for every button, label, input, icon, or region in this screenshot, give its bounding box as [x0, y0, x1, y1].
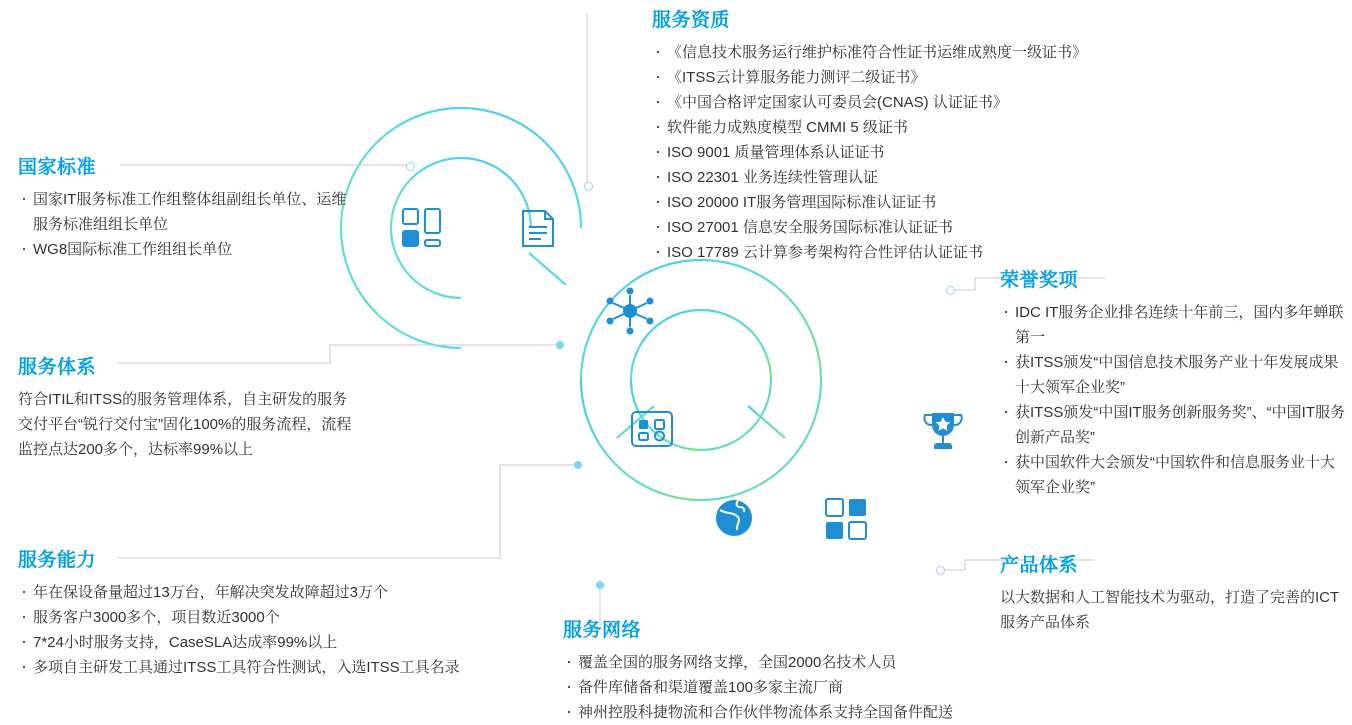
block-text: 以大数据和人工智能技术为驱动，打造了完善的ICT服务产品体系: [1000, 589, 1340, 631]
globe-service-icon: [716, 500, 752, 536]
block-honor-awards: [1000, 265, 1345, 500]
trophy-award-icon: [924, 413, 961, 449]
document-contract-icon: [523, 211, 553, 246]
block-title: 服务能力: [18, 550, 97, 571]
block-list: [18, 187, 348, 262]
list-item: · 《ITSS云计算服务能力测评二级证书》: [652, 65, 1292, 90]
block-title: 服务网络: [563, 620, 642, 641]
list-item: · 备件库储备和渠道覆盖100多家主流厂商: [563, 675, 1123, 700]
block-title: 服务体系: [18, 357, 97, 378]
grid-apps-icon: [632, 412, 672, 446]
list-item: · 获ITSS颁发“中国信息技术服务产业十年发展成果十大领军企业奖”: [1000, 350, 1345, 400]
block-national-standard: [18, 152, 348, 262]
list-item: · 服务客户3000多个，项目数近3000个: [18, 605, 538, 630]
block-list: [563, 650, 1123, 725]
list-item: · ISO 22301 业务连续性管理认证: [652, 165, 1292, 190]
list-item: · 《信息技术服务运行维护标准符合性证书运维成熟度一级证书》: [652, 40, 1292, 65]
list-item: · 获中国软件大会颁发“中国软件和信息服务业十大领军企业奖”: [1000, 450, 1345, 500]
block-service-system: [18, 352, 353, 462]
list-item: · 多项自主研发工具通过ITSS工具符合性测试，入选ITSS工具名录: [18, 655, 538, 680]
list-item: · 神州控股科捷物流和合作伙伴物流体系支持全国备件配送: [563, 700, 1123, 725]
list-item: · 7*24小时服务支持，CaseSLA达成率99%以上: [18, 630, 538, 655]
list-item: · 《中国合格评定国家认可委员会(CNAS) 认证证书》: [652, 90, 1292, 115]
network-node-icon: [607, 288, 654, 335]
list-item: · 国家IT服务标准工作组整体组副组长单位、运维服务标准组组长单位: [18, 187, 348, 237]
dashboard-icon: [403, 209, 440, 246]
block-service-ability: [18, 545, 538, 680]
block-list: [1000, 300, 1345, 500]
list-item: · ISO 9001 质量管理体系认证证书: [652, 140, 1292, 165]
list-item: · 覆盖全国的服务网络支撑，全国2000名技术人员: [563, 650, 1123, 675]
block-list: [652, 40, 1292, 265]
block-title: 荣誉奖项: [1000, 270, 1079, 291]
list-item: · WG8国际标准工作组组长单位: [18, 237, 348, 262]
block-text: 符合ITIL和ITSS的服务管理体系，自主研发的服务交付平台“锐行交付宝”固化100%的服务流程，流程监控点达200多个，达标率99%以上: [18, 391, 352, 458]
block-title: 国家标准: [18, 157, 97, 178]
block-service-network: [563, 615, 1123, 725]
list-item: · ISO 17789 云计算参考架构符合性评估认证证书: [652, 240, 1292, 265]
list-item: · 获ITSS颁发“中国IT服务创新服务奖”、“中国IT服务创新产品奖”: [1000, 400, 1345, 450]
block-title: 服务资质: [652, 10, 731, 31]
list-item: · IDC IT服务企业排名连续十年前三，国内多年蝉联第一: [1000, 300, 1345, 350]
block-title: 产品体系: [1000, 555, 1079, 576]
block-list: [18, 580, 538, 680]
list-item: · ISO 27001 信息安全服务国际标准认证证书: [652, 215, 1292, 240]
list-item: · ISO 20000 IT服务管理国际标准认证证书: [652, 190, 1292, 215]
block-service-quality: [652, 5, 1292, 265]
chip-module-icon: [826, 499, 866, 539]
list-item: · 软件能力成熟度模型 CMMI 5 级证书: [652, 115, 1292, 140]
list-item: · 年在保设备量超过13万台，年解决突发故障超过3万个: [18, 580, 538, 605]
